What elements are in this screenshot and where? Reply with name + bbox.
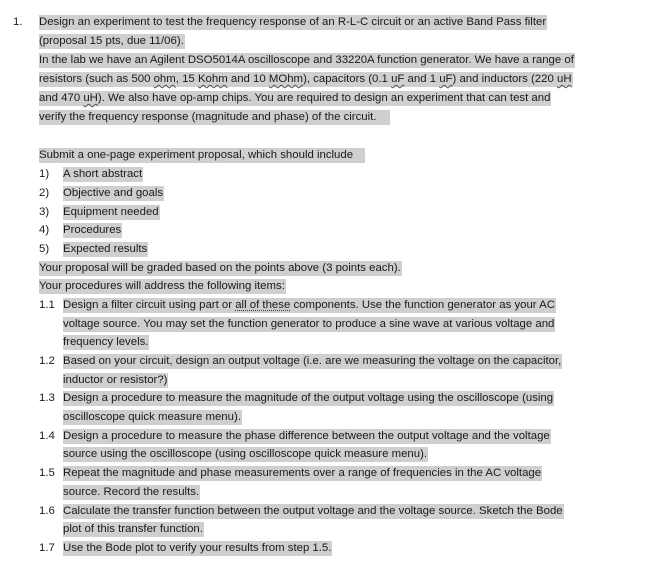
intro-line-5: and 470 uH). We also have op-amp chips. You are required to design an experiment that can test and	[39, 92, 551, 104]
step-num: 1.4	[39, 430, 55, 442]
step-1-1-line-2: voltage source. You may set the function generator to produce a sine wave at various voltage and	[63, 318, 555, 330]
step-1-5-line-1: Repeat the magnitude and phase measurements over a range of frequencies in the AC voltage	[63, 467, 542, 479]
unit-kohm: Kohm	[197, 73, 228, 85]
step-num: 1.7	[39, 542, 55, 554]
proposal-item-num: 5)	[39, 243, 50, 255]
step-num: 1.1	[39, 299, 55, 311]
step-1-5-line-2: source. Record the results.	[63, 486, 200, 498]
step-1-3-line-1: Design a procedure to measure the magnitude of the output voltage using the oscilloscope (using	[63, 392, 554, 404]
step-1-2-line-1: Based on your circuit, design an output voltage (i.e. are we measuring the voltage on the capacitor,	[63, 355, 562, 367]
step-1-3-line-2: oscilloscope quick measure menu).	[63, 411, 241, 423]
step-num: 1.5	[39, 467, 55, 479]
unit-uf-1: uF	[391, 73, 405, 85]
unit-uh-1: uH	[556, 73, 572, 85]
intro-line-3: In the lab we have an Agilent DSO5014A oscilloscope and 33220A function generator. We have a range of	[39, 54, 574, 66]
intro-line-6: verify the frequency response (magnitude and phase) of the circuit.	[39, 110, 390, 124]
proposal-item-label: A short abstract	[63, 168, 143, 180]
proposal-item-label: Equipment needed	[63, 206, 159, 218]
step-1-2-line-2: inductor or resistor?)	[63, 374, 168, 386]
step-1-6-line-1: Calculate the transfer function between the output voltage and the voltage source. Sketch the Bode	[63, 505, 563, 517]
proposal-item-label: Expected results	[63, 243, 148, 255]
step-num: 1.2	[39, 355, 55, 367]
intro-line-4: resistors (such as 500 ohm, 15 Kohm and 10 MOhm), capacitors (0.1 uF and 1 uF) and inductors (220 uH	[39, 73, 572, 85]
step-num: 1.6	[39, 505, 55, 517]
unit-mohm: MOhm	[268, 73, 304, 85]
intro-line-1: Design an experiment to test the frequency response of an R-L-C circuit or an active Band Pass filter	[39, 16, 547, 28]
proposal-item-num: 4)	[39, 224, 50, 236]
graded-line: Your proposal will be graded based on the points above (3 points each).	[39, 262, 401, 274]
unit-uh-2: uH	[83, 92, 98, 104]
proposal-item-label: Objective and goals	[63, 187, 164, 199]
proposal-item-num: 2)	[39, 187, 50, 199]
step-1-6-line-2: plot of this transfer function.	[63, 523, 203, 535]
proposal-item-label: Procedures	[63, 224, 122, 236]
step-num: 1.3	[39, 392, 55, 404]
proposal-item-num: 3)	[39, 206, 50, 218]
all-of-these-phrase: all of these	[235, 299, 291, 311]
step-1-1-line-1: Design a filter circuit using part or all of these components. Use the function generator as your AC	[63, 299, 555, 311]
intro-line-2: (proposal 15 pts, due 11/06).	[39, 35, 184, 47]
step-1-1-line-3: frequency levels.	[63, 336, 149, 348]
step-1-4-line-2: source using the oscilloscope (using oscilloscope quick measure menu).	[63, 448, 428, 460]
submit-line: Submit a one-page experiment proposal, which should include	[39, 148, 365, 162]
step-1-4-line-1: Design a procedure to measure the phase difference between the output voltage and the voltage	[63, 430, 550, 442]
procedures-line: Your procedures will address the following items:	[39, 280, 285, 292]
unit-ohm: ohm	[153, 73, 176, 85]
step-1-7-line-1: Use the Bode plot to verify your results from step 1.5.	[63, 542, 332, 554]
proposal-item-num: 1)	[39, 168, 50, 180]
question-number: 1.	[13, 16, 23, 28]
unit-uf-2: uF	[439, 73, 453, 85]
